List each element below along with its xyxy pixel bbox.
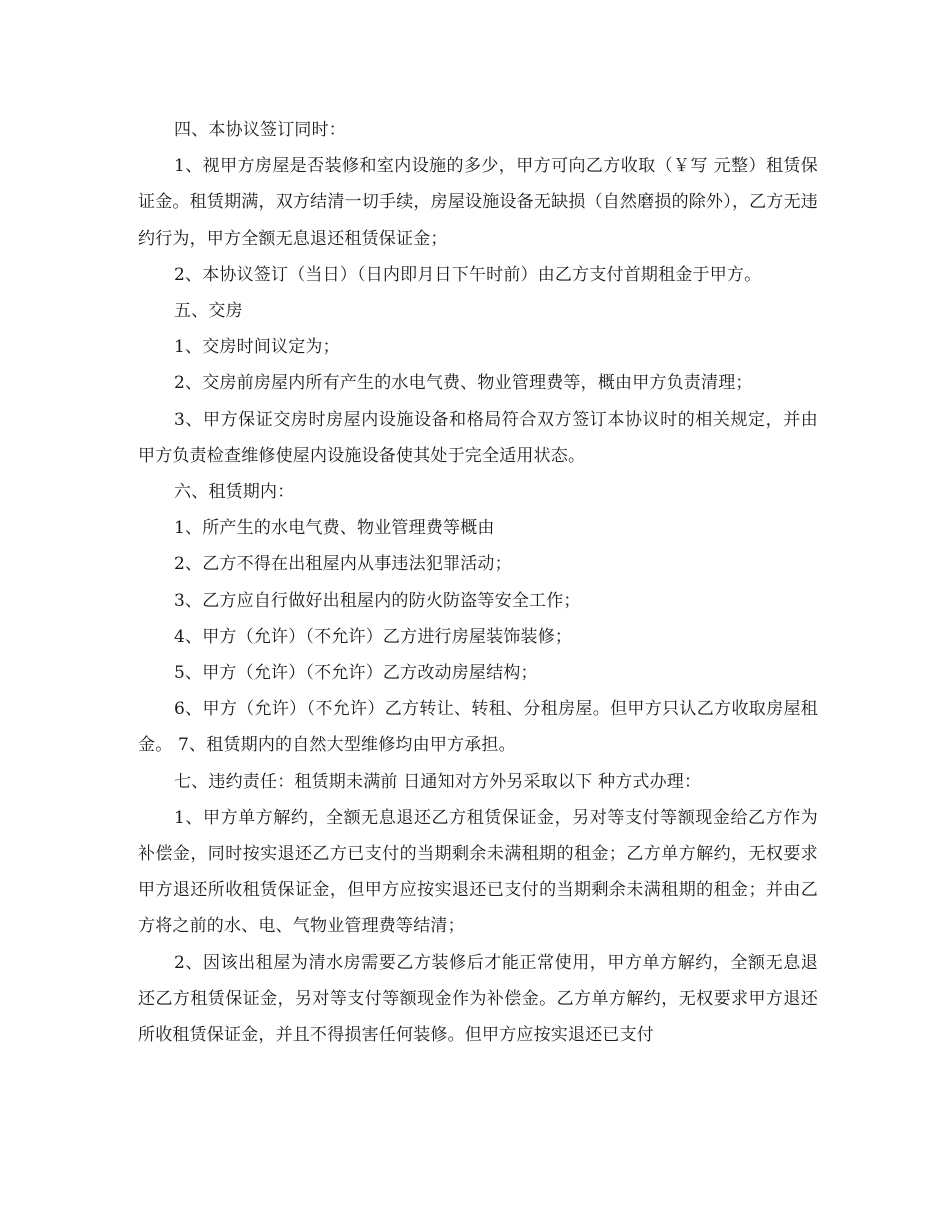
clause-5-2: 2、交房前房屋内所有产生的水电气费、物业管理费等，概由甲方负责清理； [174,373,753,394]
clause-6-5: 5、甲方（允许）（不允许）乙方改动房屋结构； [174,663,538,684]
clause-7-1: 1、甲方单方解约，全额无息退还乙方租赁保证金，另对等支付等额现金给乙方作为补偿金，同时按实退还乙方已支付的当期剩余未满租期的租金；乙方单方解约，无权要求甲方退还所收租赁保证金，但甲方应按实退还已支付的当期剩余未满租期的租金；并由乙方将之前的水、电、气物业管理费等结清； [138,807,818,937]
clause-6-2: 2、乙方不得在出租屋内从事违法犯罪活动； [174,554,512,575]
section-heading-7: 七、违约责任：租赁期未满前 日通知对方外另采取以下 种方式办理： [174,771,702,792]
clause-4-2: 2、本协议签订（当日）（日内即月日下午时前）由乙方支付首期租金于甲方。 [174,264,762,285]
clause-6-3: 3、乙方应自行做好出租屋内的防火防盗等安全工作； [174,590,581,611]
document-body [138,112,818,1053]
section-heading-4: 四、本协议签订同时： [174,120,346,140]
clause-7-2: 2、因该出租屋为清水房需要乙方装修后才能正常使用，甲方单方解约，全额无息退还乙方租赁保证金，另对等支付等额现金作为补偿金。乙方单方解约，无权要求甲方退还所收租赁保证金，并且不得损害任何装修。但甲方应按实退还已支付 [138,952,818,1046]
section-heading-6: 六、租赁期内： [174,482,295,503]
clause-5-3: 3、甲方保证交房时房屋内设施设备和格局符合双方签订本协议时的相关规定，并由甲方负责检查维修使屋内设施设备使其处于完全适用状态。 [138,409,818,466]
section-heading-5: 五、交房 [174,301,243,322]
clause-4-1: 1、视甲方房屋是否装修和室内设施的多少，甲方可向乙方收取（￥写 元整）租赁保证金。租赁期满，双方结清一切手续，房屋设施设备无缺损（自然磨损的除外），乙方无违约行为，甲方全额无息退还租赁保证金； [138,156,818,249]
clause-6-6: 6、甲方（允许）（不允许）乙方转让、转租、分租房屋。但甲方只认乙方收取房屋租金。 7、租赁期内的自然大型维修均由甲方承担。 [138,699,818,756]
clause-5-1: 1、交房时间议定为； [174,337,340,358]
clause-6-4: 4、甲方（允许）（不允许）乙方进行房屋装饰装修； [174,626,573,647]
clause-6-1: 1、所产生的水电气费、物业管理费等概由 [174,518,495,539]
